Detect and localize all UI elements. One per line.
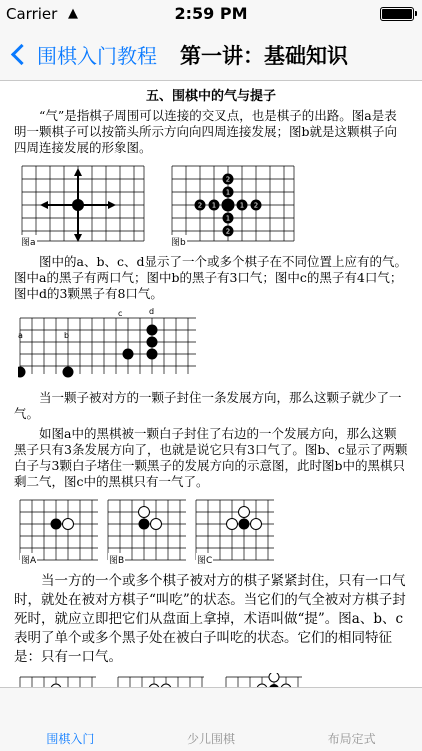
figure-C bbox=[194, 496, 276, 566]
svg-text:b: b bbox=[64, 331, 70, 340]
page-title: 第一讲：基础知识 bbox=[180, 44, 348, 68]
figure-A bbox=[18, 496, 100, 566]
chevron-left-icon bbox=[11, 43, 32, 64]
paragraph-capture-example: 如图a中的黑棋被一颗白子封住了右边的一个发展方向，那么这颗黑子只有3条发展方向了，也就是说它只有3口气了。图b、c显示了两颗白子与3颗白子堵住一颗黑子的发展方向的示意图，此时图b中的黑棋只剩二气，图c中的黑棋只有一气了。 bbox=[14, 426, 408, 489]
figure-row-ABC bbox=[0, 494, 422, 568]
figure-B bbox=[106, 496, 188, 566]
carrier-label: Carrier bbox=[6, 5, 58, 23]
figure-row-abcd bbox=[0, 306, 422, 386]
figure-row-liberties bbox=[0, 160, 422, 250]
back-button-label: 围棋入门教程 bbox=[37, 43, 157, 68]
figure-B-label: 图B bbox=[108, 553, 125, 566]
figure-A-label: 图A bbox=[20, 553, 37, 566]
svg-text:a: a bbox=[18, 331, 23, 340]
paragraph-atari: 当一方的一个或多个棋子被对方的棋子紧紧封住，只有一口气时，就处在被对方棋子“叫吃”的状态。当它们的气全被对方棋子封死时，就应立即把它们从盘面上拿掉，术语叫做“提”。图a、b、c表明了单个或多个黑子处在被白子叫吃的状态。它们的相同特征是：只有一口气。 bbox=[14, 573, 406, 665]
wifi-icon: ▲ bbox=[68, 6, 78, 21]
back-button[interactable] bbox=[6, 36, 157, 72]
figure-a bbox=[18, 162, 148, 248]
tab-kids-go[interactable] bbox=[141, 688, 282, 751]
tab-go-basics-label: 围棋入门 bbox=[46, 732, 95, 746]
svg-text:2: 2 bbox=[225, 227, 231, 236]
svg-text:c: c bbox=[118, 309, 123, 318]
svg-text:1: 1 bbox=[239, 201, 245, 210]
tab-go-basics[interactable] bbox=[0, 688, 141, 751]
battery-icon bbox=[380, 7, 414, 21]
tab-openings[interactable] bbox=[281, 688, 422, 751]
tab-kids-go-label: 少儿围棋 bbox=[187, 732, 236, 746]
figure-C-label: 图C bbox=[196, 553, 213, 566]
section-heading: 五、围棋中的气与提子 bbox=[145, 89, 276, 104]
paragraph-blocked: 当一颗子被对方的一颗子封住一条发展方向，那么这颗子就少了一气。 bbox=[14, 390, 402, 421]
figure-b-label: 图b bbox=[170, 235, 187, 248]
figure-atari-a bbox=[18, 673, 98, 687]
status-bar bbox=[0, 0, 422, 28]
figure-b bbox=[168, 162, 298, 248]
paragraph-liberty-definition: “气”是指棋子周围可以连接的交叉点，也是棋子的出路。图a是表明一颗棋子可以按箭头所示方向向四周连接发展；图b就是这颗棋子向四周连接发展的形象图。 bbox=[14, 108, 398, 155]
tab-bar bbox=[0, 687, 422, 751]
svg-text:1: 1 bbox=[225, 188, 231, 197]
figure-atari-c bbox=[224, 673, 304, 687]
svg-text:2: 2 bbox=[197, 201, 203, 210]
tab-openings-label: 布局定式 bbox=[327, 732, 376, 746]
figure-row-atari bbox=[0, 671, 422, 687]
figure-a-label: 图a bbox=[20, 235, 37, 248]
navigation-bar bbox=[0, 28, 422, 81]
status-time: 2:59 PM bbox=[174, 4, 248, 23]
svg-text:2: 2 bbox=[253, 201, 259, 210]
figure-atari-b bbox=[116, 673, 206, 687]
figure-abcd bbox=[18, 308, 198, 384]
svg-text:d: d bbox=[149, 308, 155, 316]
svg-text:2: 2 bbox=[225, 175, 231, 184]
paragraph-liberty-count: 图中的a、b、c、d显示了一个或多个棋子在不同位置上应有的气。图中a的黑子有两口气；图中b的黑子有3口气；图中c的黑子有4口气；图中d的3颗黑子有8口气。 bbox=[14, 254, 407, 301]
svg-text:1: 1 bbox=[225, 214, 231, 223]
svg-text:1: 1 bbox=[211, 201, 217, 210]
lesson-content[interactable] bbox=[0, 81, 422, 687]
